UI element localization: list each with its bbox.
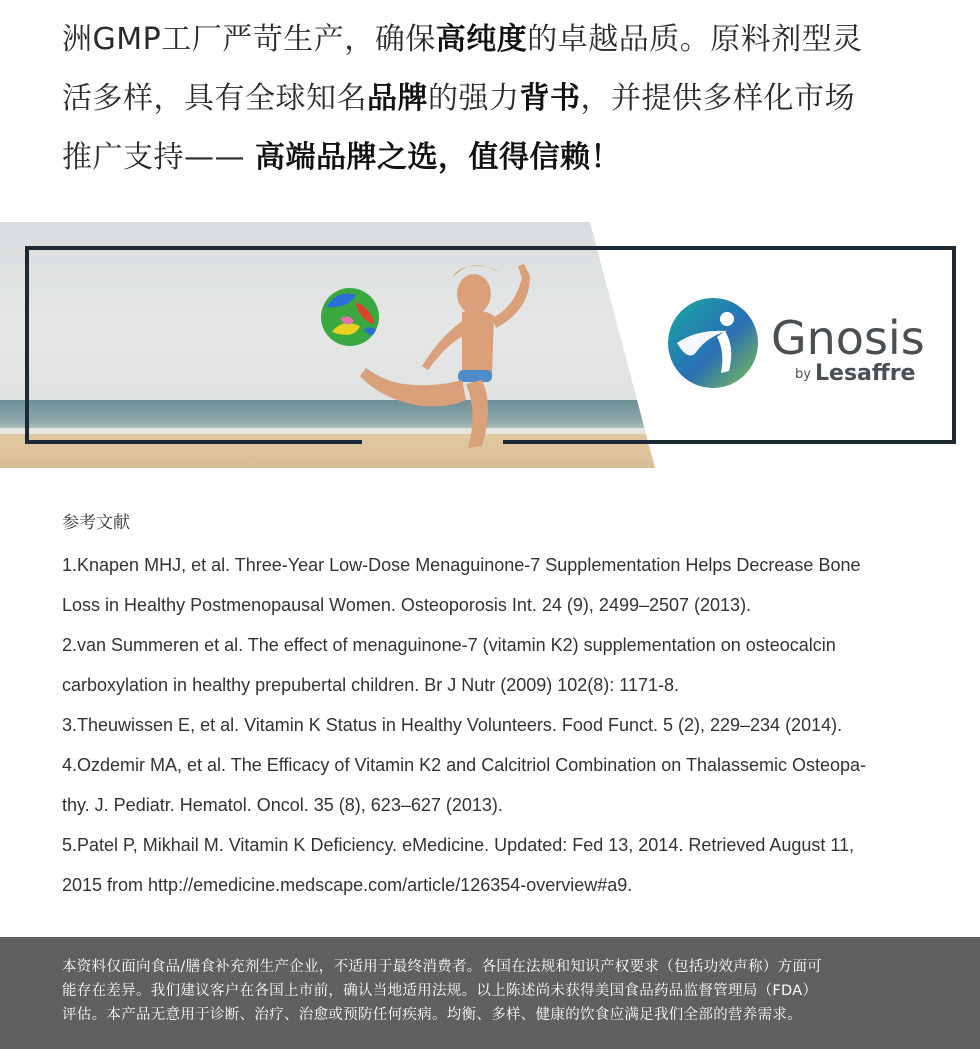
highlight-slogan: 高端品牌之选，值得信赖！ <box>255 140 622 175</box>
logo-parent-brand: Lesaffre <box>815 361 916 386</box>
boy-figure <box>360 264 530 448</box>
disclaimer-line-2: 能存在差异。我们建议客户在各国上市前，确认当地适用法规。以上陈述尚未获得美国食品药品监督管理局（FDA） <box>62 983 818 999</box>
frame-left <box>25 246 29 444</box>
reference-line: 4.Ozdemir MA, et al. The Efficacy of Vitamin K2 and Calcitriol Combination on Thalassemic Osteopa- <box>62 755 867 775</box>
gnosis-logo-mark-icon <box>667 297 759 389</box>
frame-right <box>952 246 956 444</box>
reference-line: 2015 from http://emedicine.medscape.com/article/126354-overview#a9. <box>62 875 633 895</box>
reference-line: 3.Theuwissen E, et al. Vitamin K Status in Healthy Volunteers. Food Funct. 5 (2), 229–234 (2014). <box>62 715 843 735</box>
brand-banner <box>0 222 980 468</box>
intro-paragraph <box>62 10 942 187</box>
reference-line: 2.van Summeren et al. The effect of menaguinone-7 (vitamin K2) supplementation on osteocalcin <box>62 635 836 655</box>
reference-line: 5.Patel P, Mikhail M. Vitamin K Deficiency. eMedicine. Updated: Fed 13, 2014. Retrieved August 11, <box>62 835 855 855</box>
logo-wordmark: Gnosis <box>771 311 925 365</box>
reference-line: thy. J. Pediatr. Hematol. Oncol. 35 (8), 623–627 (2013). <box>62 795 503 815</box>
disclaimer-footer <box>0 937 980 1049</box>
disclaimer-line-1: 本资料仅面向食品/膳食补充剂生产企业，不适用于最终消费者。各国在法规和知识产权要求（包括功效声称）方面可 <box>62 959 822 975</box>
reference-line: 1.Knapen MHJ, et al. Three-Year Low-Dose Menaguinone-7 Supplementation Helps Decrease Bone <box>62 555 861 575</box>
references-section <box>62 505 932 905</box>
references-title: 参考文献 <box>62 513 130 533</box>
highlight-purity: 高纯度 <box>435 22 528 57</box>
disclaimer-line-3: 评估。本产品无意用于诊断、治疗、治愈或预防任何疾病。均衡、多样、健康的饮食应满足我们全部的营养需求。 <box>62 1007 802 1023</box>
highlight-brand: 品牌 <box>367 81 428 116</box>
intro-line-1: 洲GMP工厂严苛生产，确保高纯度的卓越品质。原料剂型灵 <box>62 22 863 57</box>
intro-line-3: 推广支持—— 高端品牌之选，值得信赖！ <box>62 140 622 175</box>
highlight-endorsement: 背书 <box>519 81 581 116</box>
frame-bottom-right <box>503 440 956 444</box>
beach-photo <box>0 222 655 468</box>
disclaimer-text <box>62 955 932 1027</box>
boy-kicking-ball-illustration <box>0 222 655 468</box>
reference-line: carboxylation in healthy prepubertal children. Br J Nutr (2009) 102(8): 1171-8. <box>62 675 680 695</box>
frame-bottom-left <box>25 440 362 444</box>
intro-line-2: 活多样，具有全球知名品牌的强力背书，并提供多样化市场 <box>62 81 855 116</box>
gnosis-logo <box>665 297 935 397</box>
beach-ball <box>321 288 379 346</box>
frame-top <box>25 246 956 250</box>
reference-line: Loss in Healthy Postmenopausal Women. Osteoporosis Int. 24 (9), 2499–2507 (2013). <box>62 595 752 615</box>
logo-by-text: by <box>795 367 811 382</box>
